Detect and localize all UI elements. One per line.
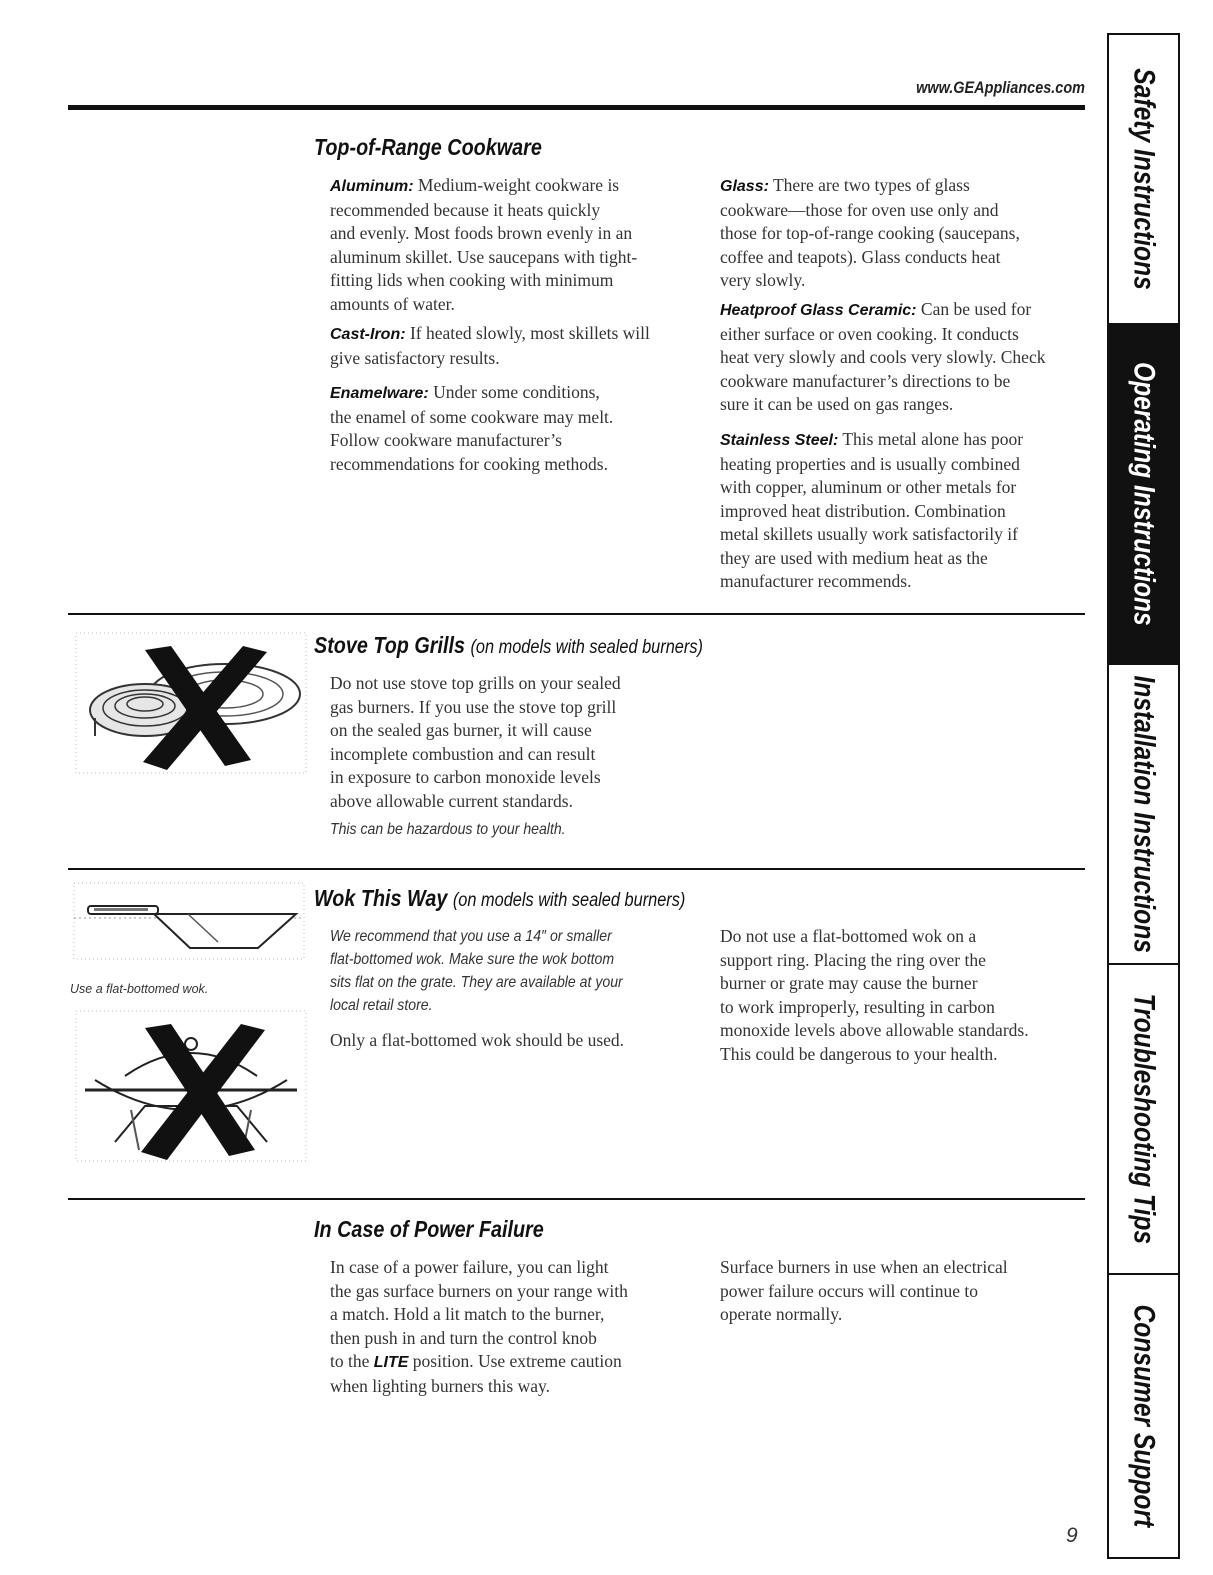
enamelware-term: Enamelware: <box>330 385 429 402</box>
tab-troubleshooting-tips[interactable] <box>1109 963 1178 1273</box>
ceramic-line: either surface or oven cooking. It conducts <box>720 323 1019 344</box>
grills-line: incomplete combustion and can result <box>330 743 596 764</box>
grills-line: gas burners. If you use the stove top grill <box>330 696 617 717</box>
wok-right-paragraph <box>720 925 1090 1066</box>
stainless-line: manufacturer recommends. <box>720 571 912 591</box>
wok-right-line: to work improperly, resulting in carbon <box>720 996 995 1017</box>
stainless-line: heating properties and is usually combined <box>720 453 1020 474</box>
aluminum-line: fitting lids when cooking with minimum <box>330 270 614 290</box>
grills-title <box>314 632 703 659</box>
section-divider <box>68 868 1085 870</box>
wok-recommendation <box>330 925 682 1017</box>
enamelware-paragraph <box>330 381 690 476</box>
wok-right-line: monoxide levels above allowable standards. <box>720 1020 1029 1040</box>
enamelware-line: Follow cookware manufacturer’s <box>330 430 562 450</box>
ceramic-line: Can be used for <box>920 299 1032 319</box>
glass-line: coffee and teapots). Glass conducts heat <box>720 246 1001 267</box>
grills-warning: This can be hazardous to your health. <box>330 821 566 838</box>
glass-line: those for top-of-range cooking (saucepans, <box>720 223 1020 243</box>
wok-right-line: This could be dangerous to your health. <box>720 1043 998 1064</box>
aluminum-line: amounts of water. <box>330 293 455 314</box>
power-left-line: the gas surface burners on your range with <box>330 1280 628 1301</box>
castiron-line: If heated slowly, most skillets will <box>409 323 650 343</box>
side-tabs <box>1107 33 1180 1559</box>
power-right-line: Surface burners in use when an electrical <box>720 1257 1008 1277</box>
wok-rec-line: local retail store. <box>330 997 433 1014</box>
glass-paragraph <box>720 174 1090 293</box>
wok-title <box>314 885 685 912</box>
castiron-line: give satisfactory results. <box>330 347 500 368</box>
power-right-line: operate normally. <box>720 1304 843 1324</box>
tab-operating-instructions[interactable] <box>1109 323 1178 663</box>
power-failure-title: In Case of Power Failure <box>314 1216 544 1242</box>
wok-rec-line: sits flat on the grate. They are available at your <box>330 974 623 991</box>
wok-right-line: support ring. Placing the ring over the <box>720 949 986 970</box>
wok-only-line: Only a flat-bottomed wok should be used. <box>330 1030 625 1050</box>
header-rule <box>68 105 1085 110</box>
castiron-term: Cast-Iron: <box>330 326 406 343</box>
tab-label: Troubleshooting Tips <box>1127 993 1161 1245</box>
stainless-line: with copper, aluminum or other metals for <box>720 477 1017 497</box>
wok-caption: Use a flat-bottomed wok. <box>70 982 209 996</box>
aluminum-line: and evenly. Most foods brown evenly in an <box>330 223 633 243</box>
power-lite-pre: to the <box>330 1351 370 1371</box>
grills-line: on the sealed gas burner, it will cause <box>330 720 592 740</box>
stainless-paragraph <box>720 428 1090 594</box>
stainless-term: Stainless Steel: <box>720 432 839 449</box>
tab-consumer-support[interactable] <box>1109 1273 1178 1557</box>
ceramic-paragraph <box>720 298 1090 417</box>
tab-label: Installation Instructions <box>1127 675 1161 953</box>
power-left-line: when lighting burners this way. <box>330 1375 551 1396</box>
tab-label: Operating Instructions <box>1127 362 1161 626</box>
stainless-line: metal skillets usually work satisfactorily if <box>720 524 1018 544</box>
aluminum-term: Aluminum: <box>330 178 414 195</box>
tab-label: Consumer Support <box>1127 1304 1161 1528</box>
wok-right-line: Do not use a flat-bottomed wok on a <box>720 926 977 946</box>
page-number: 9 <box>1066 1524 1078 1547</box>
aluminum-line: recommended because it heats quickly <box>330 199 601 220</box>
castiron-paragraph <box>330 322 690 370</box>
section-divider <box>68 613 1085 615</box>
aluminum-paragraph <box>330 174 690 316</box>
tab-label: Safety Instructions <box>1127 68 1161 290</box>
enamelware-line: recommendations for cooking methods. <box>330 453 608 474</box>
ceramic-term: Heatproof Glass Ceramic: <box>720 302 917 319</box>
enamelware-line: the enamel of some cookware may melt. <box>330 406 614 427</box>
aluminum-line: Medium-weight cookware is <box>417 175 620 195</box>
power-right-paragraph <box>720 1256 1090 1327</box>
power-left-line: In case of a power failure, you can light <box>330 1257 609 1277</box>
power-left-line: a match. Hold a lit match to the burner, <box>330 1304 605 1324</box>
wok-on-ring-illustration <box>75 1010 307 1162</box>
glass-line: cookware—those for oven use only and <box>720 199 999 220</box>
wok-rec-line: flat-bottomed wok. Make sure the wok bottom <box>330 951 615 968</box>
grills-subtitle: (on models with sealed burners) <box>470 637 703 658</box>
stainless-line: This metal alone has poor <box>842 429 1024 449</box>
cookware-title: Top-of-Range Cookware <box>314 134 542 160</box>
wok-right-line: burner or grate may cause the burner <box>720 973 978 993</box>
stove-top-grill-illustration <box>75 632 307 774</box>
tab-installation-instructions[interactable] <box>1109 663 1178 963</box>
enamelware-line: Under some conditions, <box>433 382 600 402</box>
website-url: www.GEAppliances.com <box>916 78 1085 97</box>
tab-safety-instructions[interactable] <box>1109 35 1178 323</box>
grills-line: in exposure to carbon monoxide levels <box>330 767 601 787</box>
grills-line: above allowable current standards. <box>330 790 573 811</box>
grills-title-text: Stove Top Grills <box>314 632 465 658</box>
lite-position-term: LITE <box>373 1354 409 1371</box>
grills-line: Do not use stove top grills on your sealed <box>330 673 621 693</box>
flat-bottomed-wok-illustration <box>68 882 308 962</box>
power-left-paragraph <box>330 1256 700 1398</box>
power-right-line: power failure occurs will continue to <box>720 1280 979 1301</box>
wok-title-text: Wok This Way <box>314 885 448 911</box>
section-divider <box>68 1198 1085 1200</box>
wok-rec-line: We recommend that you use a 14″ or smaller <box>330 928 612 945</box>
stainless-line: they are used with medium heat as the <box>720 547 988 568</box>
glass-line: very slowly. <box>720 270 806 290</box>
power-lite-post: position. Use extreme caution <box>412 1351 622 1371</box>
wok-subtitle: (on models with sealed burners) <box>452 890 686 911</box>
aluminum-line: aluminum skillet. Use saucepans with tight- <box>330 246 638 267</box>
stainless-line: improved heat distribution. Combination <box>720 500 1006 521</box>
power-left-line: then push in and turn the control knob <box>330 1327 597 1348</box>
ceramic-line: cookware manufacturer’s directions to be <box>720 370 1011 391</box>
ceramic-line: sure it can be used on gas ranges. <box>720 394 954 414</box>
ceramic-line: heat very slowly and cools very slowly. Check <box>720 347 1046 367</box>
glass-term: Glass: <box>720 178 769 195</box>
glass-line: There are two types of glass <box>772 175 970 195</box>
grills-paragraph <box>330 672 700 813</box>
